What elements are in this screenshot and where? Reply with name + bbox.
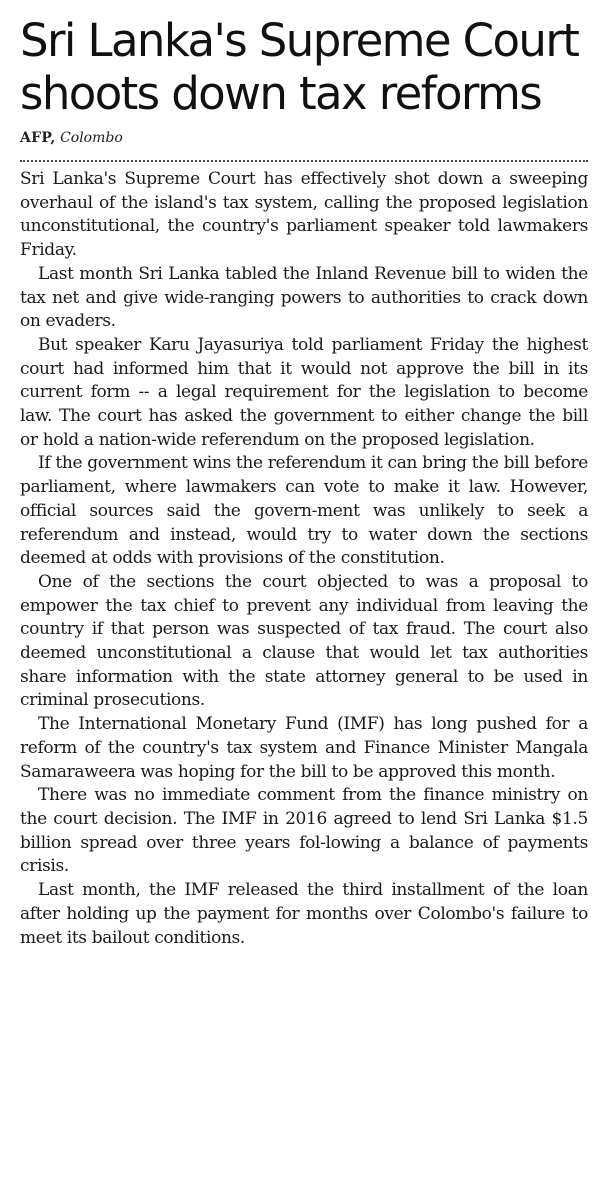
article-paragraph: The International Monetary Fund (IMF) has long pushed for a reform of the country's tax system and Finance Minister Mangala Samaraweera was hoping for the bill to be approved this month. — [20, 714, 588, 782]
news-article — [20, 14, 588, 950]
article-paragraph: Last month, the IMF released the third installment of the loan after holding up the payment for months over Colombo's failure to meet its bailout conditions. — [20, 880, 588, 948]
headline — [20, 14, 588, 120]
article-body — [20, 168, 588, 950]
byline-place: Colombo — [60, 130, 123, 146]
article-paragraph: Last month Sri Lanka tabled the Inland Revenue bill to widen the tax net and give wide-ranging powers to authorities to crack down on evaders. — [20, 263, 588, 332]
byline — [20, 128, 588, 148]
headline-line: Sri Lanka's Supreme Court — [20, 14, 579, 67]
dotted-divider — [20, 160, 588, 162]
article-paragraph: If the government wins the referendum it can bring the bill before parliament, where lawmakers can vote to make it law. However, official sources said the govern-ment was unlikely to seek a referendum and instead, would try to water down the sections deemed at odds with provisions of the constitution. — [20, 453, 588, 569]
article-paragraph: But speaker Karu Jayasuriya told parliament Friday the highest court had informed him that it would not approve the bill in its current form -- a legal requirement for the legislation to become law. The court has asked the government to either change the bill or hold a nation-wide referendum on the proposed legislation. — [20, 334, 588, 450]
byline-agency: AFP, — [20, 130, 56, 146]
article-paragraph: Sri Lanka's Supreme Court has effectively shot down a sweeping overhaul of the island's tax system, calling the proposed legislation unconstitutional, the country's parliament speaker told lawmakers Friday. — [20, 169, 588, 261]
article-paragraph: One of the sections the court objected to was a proposal to empower the tax chief to prevent any individual from leaving the country if that person was suspected of tax fraud. The court also deemed unconstitutional a clause that would let tax authorities share information with the state attorney general to be used in criminal prosecutions. — [20, 571, 588, 711]
article-paragraph: There was no immediate comment from the finance ministry on the court decision. The IMF in 2016 agreed to lend Sri Lanka $1.5 billion spread over three years fol-lowing a balance of payments crisis. — [20, 785, 588, 877]
headline-line: shoots down tax reforms — [20, 67, 542, 120]
